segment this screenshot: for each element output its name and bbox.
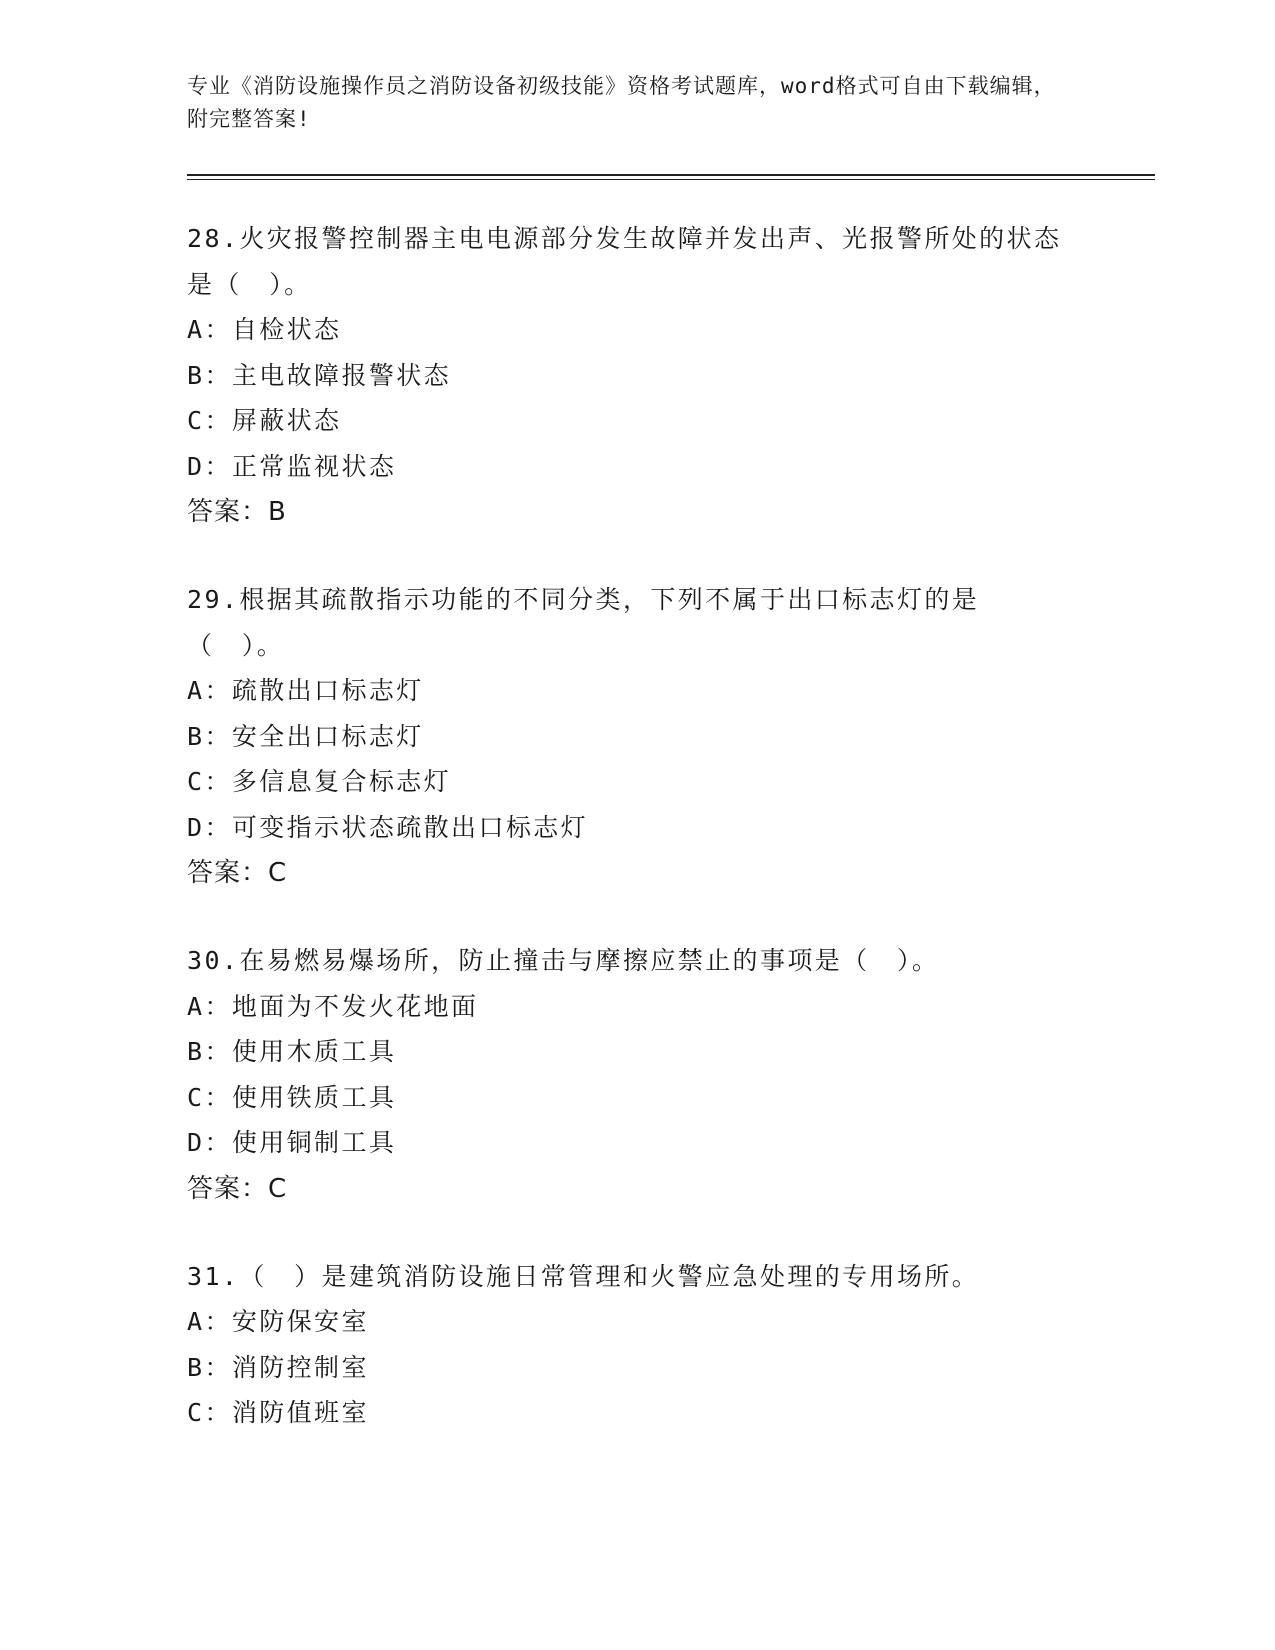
answer-line: 答案：C: [187, 858, 288, 888]
question-28: [187, 216, 1147, 535]
question-stem: 28.火灾报警控制器主电电源部分发生故障并发出声、光报警所处的状态是（ ）。: [187, 224, 1062, 299]
answer-line: 答案：C: [187, 1173, 288, 1204]
option-b: B：主电故障报警状态: [187, 360, 452, 390]
document-page: [187, 70, 1147, 1478]
option-a: A：安防保安室: [187, 1307, 369, 1336]
answer-line: 答案：B: [187, 497, 287, 527]
document-header-text: 专业《消防设施操作员之消防设备初级技能》资格考试题库，word格式可自由下载编辑，附完整答案!: [187, 74, 1056, 131]
option-a: A：自检状态: [187, 315, 342, 344]
option-c: C：多信息复合标志灯: [187, 767, 452, 796]
option-a: A：疏散出口标志灯: [187, 676, 424, 705]
question-stem: 29.根据其疏散指示功能的不同分类，下列不属于出口标志灯的是（ ）。: [187, 585, 980, 660]
option-a: A：地面为不发火花地面: [187, 991, 479, 1021]
option-d: D：使用铜制工具: [187, 1128, 397, 1157]
question-29: [187, 577, 1147, 896]
option-c: C：使用铁质工具: [187, 1082, 397, 1112]
question-31: [187, 1254, 1147, 1436]
option-b: B：安全出口标志灯: [187, 721, 424, 751]
option-d: D：正常监视状态: [187, 451, 397, 481]
option-c: C：屏蔽状态: [187, 406, 342, 435]
question-list: [187, 216, 1147, 1436]
option-b: B：使用木质工具: [187, 1037, 397, 1066]
option-d: D：可变指示状态疏散出口标志灯: [187, 812, 589, 842]
question-stem: 31.（ ）是建筑消防设施日常管理和火警应急处理的专用场所。: [187, 1261, 980, 1291]
option-c: C：消防值班室: [187, 1398, 369, 1427]
header-divider: [187, 174, 1155, 180]
question-30: [187, 938, 1147, 1212]
option-b: B：消防控制室: [187, 1352, 369, 1382]
question-stem: 30.在易燃易爆场所，防止撞击与摩擦应禁止的事项是（ ）。: [187, 946, 940, 975]
